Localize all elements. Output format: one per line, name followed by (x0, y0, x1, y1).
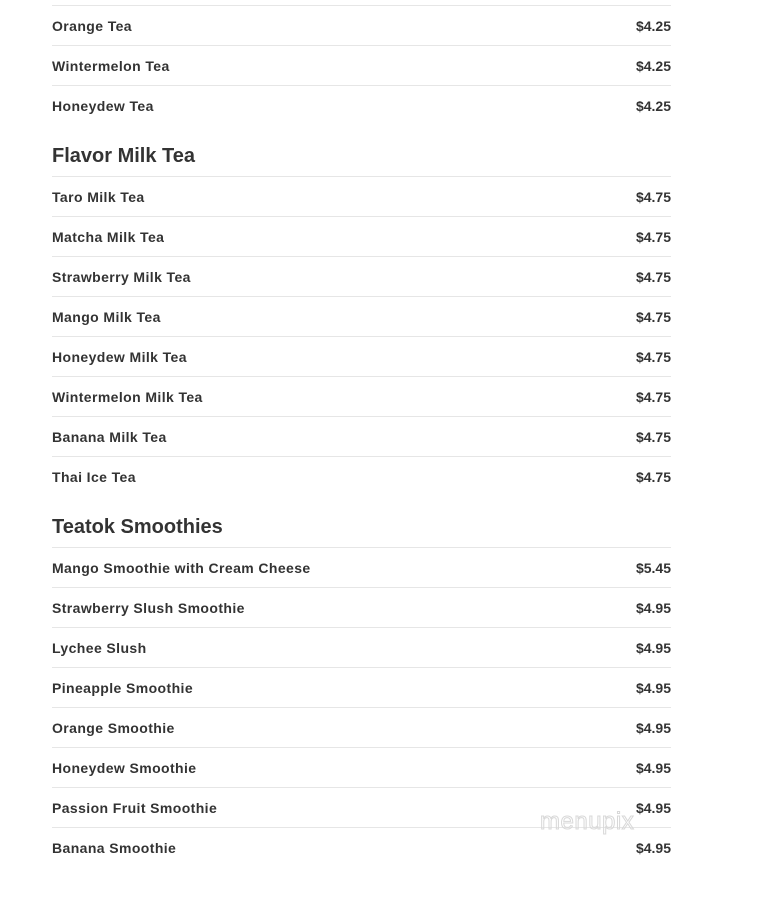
item-name: Honeydew Milk Tea (52, 348, 187, 365)
item-name: Passion Fruit Smoothie (52, 799, 218, 816)
menu-list (52, 5, 671, 867)
menu-item (52, 85, 671, 125)
menu-item (52, 256, 671, 296)
item-price: $4.75 (635, 388, 671, 405)
item-price: $4.95 (635, 799, 671, 816)
item-price: $4.95 (635, 639, 671, 656)
item-name: Wintermelon Milk Tea (52, 388, 203, 405)
item-name: Strawberry Milk Tea (52, 268, 191, 285)
item-price: $4.25 (635, 57, 671, 74)
section-title-flavor-milk-tea: Flavor Milk Tea (52, 145, 196, 167)
menu-item (52, 707, 671, 747)
menu-item (52, 296, 671, 336)
item-name: Pineapple Smoothie (52, 679, 193, 696)
item-name: Mango Smoothie with Cream Cheese (52, 559, 311, 576)
item-price: $4.95 (635, 679, 671, 696)
item-price: $4.95 (635, 599, 671, 616)
item-name: Matcha Milk Tea (52, 228, 165, 245)
menu-item (52, 667, 671, 707)
menupix-watermark: menupix (540, 808, 635, 835)
item-name: Banana Smoothie (52, 839, 177, 856)
item-price: $4.95 (635, 839, 671, 856)
item-price: $4.95 (635, 719, 671, 736)
menu-item (52, 176, 671, 216)
item-name: Strawberry Slush Smoothie (52, 599, 245, 616)
item-price: $4.75 (635, 268, 671, 285)
item-price: $4.75 (635, 468, 671, 485)
item-name: Thai Ice Tea (52, 468, 136, 485)
item-price: $4.75 (635, 428, 671, 445)
item-price: $5.45 (635, 559, 671, 576)
item-name: Mango Milk Tea (52, 308, 161, 325)
item-price: $4.75 (635, 308, 671, 325)
menu-item (52, 336, 671, 376)
item-price: $4.75 (635, 228, 671, 245)
item-name: Taro Milk Tea (52, 188, 145, 205)
item-price: $4.95 (635, 759, 671, 776)
item-price: $4.25 (635, 17, 671, 34)
item-price: $4.25 (635, 97, 671, 114)
menu-item (52, 216, 671, 256)
menu-item (52, 376, 671, 416)
menu-item (52, 627, 671, 667)
menu-item (52, 416, 671, 456)
menu-item (52, 456, 671, 496)
item-price: $4.75 (635, 188, 671, 205)
item-name: Banana Milk Tea (52, 428, 167, 445)
menu-item (52, 5, 671, 45)
item-name: Honeydew Smoothie (52, 759, 197, 776)
item-price: $4.75 (635, 348, 671, 365)
menu-item (52, 747, 671, 787)
item-name: Lychee Slush (52, 639, 147, 656)
menu-item (52, 45, 671, 85)
item-name: Orange Smoothie (52, 719, 175, 736)
section-title-teatok-smoothies: Teatok Smoothies (52, 516, 223, 538)
menu-item (52, 547, 671, 587)
item-name: Honeydew Tea (52, 97, 154, 114)
item-name: Orange Tea (52, 17, 132, 34)
menu-item (52, 587, 671, 627)
item-name: Wintermelon Tea (52, 57, 170, 74)
